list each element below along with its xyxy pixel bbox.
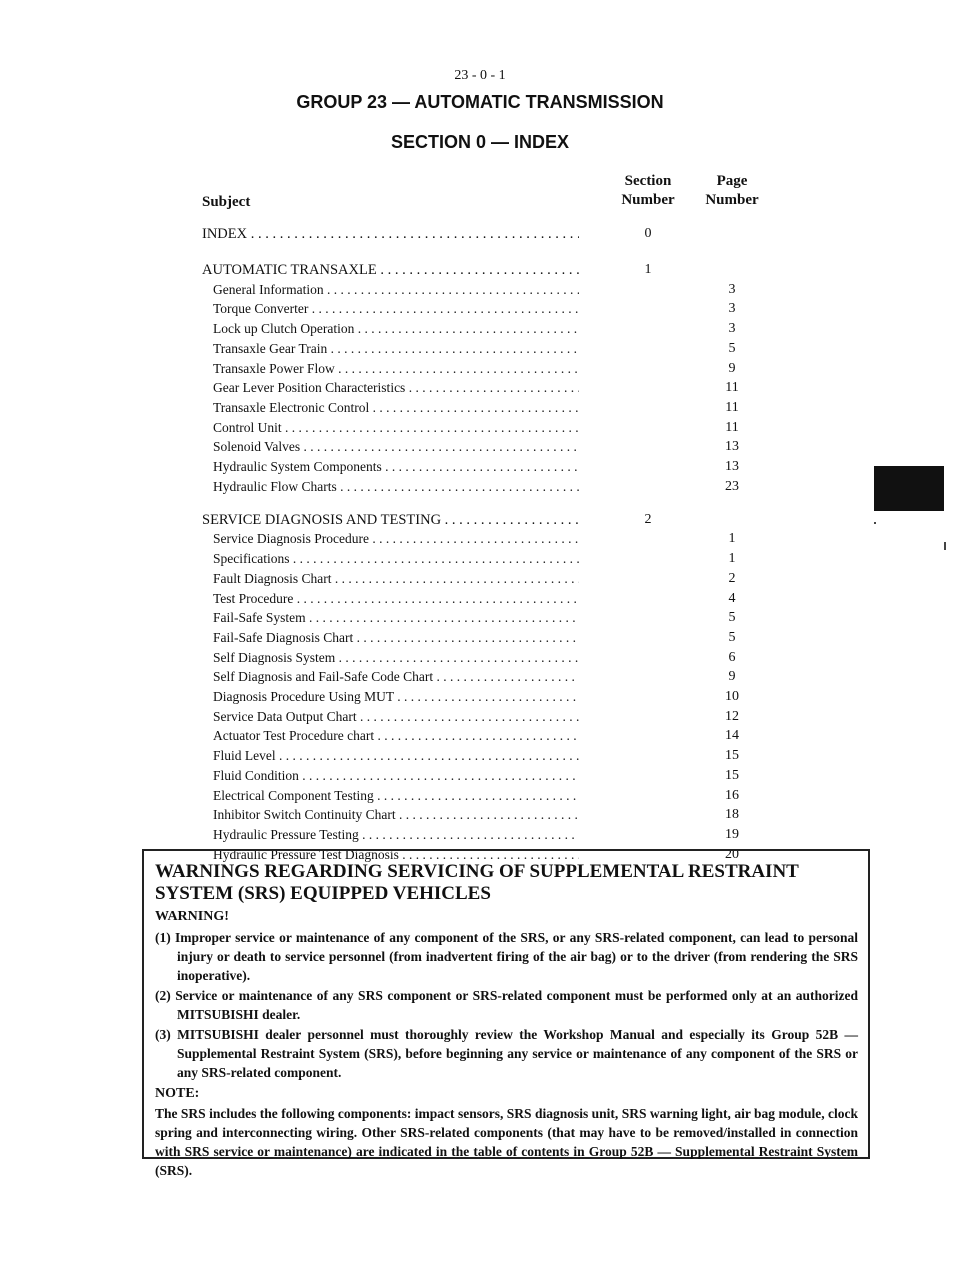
page-number-column-header: Page Number [705, 173, 759, 208]
note-label: NOTE: [155, 1086, 200, 1101]
index-topic-row [0, 400, 960, 420]
index-topic-row [0, 630, 960, 650]
page-number-value: 1 [728, 551, 736, 567]
page-number-value: 5 [728, 340, 736, 356]
index-topic-row [0, 807, 960, 827]
subject-label: Control Unit . . . [213, 420, 579, 436]
subject-label: Solenoid Valves . . . [213, 439, 579, 455]
section-number: 1 [644, 262, 652, 277]
subject-label: INDEX . . . [202, 226, 579, 243]
page-number-value: 13 [725, 439, 739, 455]
page-number-value: 15 [725, 748, 739, 764]
warning-item: (1) Improper service or maintenance of any component of the SRS, or any SRS-related component, can lead to personal injury or death to service personnel (from inadvertent firing of the air bag) or to the driver (from rendering the SRS inoperative). [155, 930, 858, 983]
subject-label: Specifications . . . [213, 551, 579, 567]
index-topic-row [0, 341, 960, 361]
page-number: 23 - 0 - 1 [454, 68, 506, 83]
index-section-row [0, 226, 960, 246]
subject-label: Actuator Test Procedure chart . . . [213, 728, 579, 744]
page-number-value: 12 [725, 708, 739, 724]
subject-label: Transaxle Gear Train . . . [213, 341, 579, 357]
index-section-row [0, 262, 960, 282]
index-topic-row [0, 610, 960, 630]
subject-label: Service Diagnosis Procedure . . . [213, 531, 579, 547]
index-topic-row [0, 459, 960, 479]
subject-label: Self Diagnosis System . . . [213, 650, 579, 666]
subject-label: Gear Lever Position Characteristics . . . [213, 380, 579, 396]
scan-speck [944, 542, 946, 550]
subject-column-header: Subject [202, 194, 251, 210]
subject-label: Transaxle Power Flow . . . [213, 361, 579, 377]
subject-label: Fluid Level . . . [213, 748, 579, 764]
subject-label: Test Procedure . . . [213, 591, 579, 607]
section-number: 0 [644, 226, 652, 241]
group-title: GROUP 23 — AUTOMATIC TRANSMISSION [296, 92, 664, 112]
subject-label: Hydraulic System Components . . . [213, 459, 579, 475]
index-topic-row [0, 380, 960, 400]
subject-label: Hydraulic Pressure Test Diagnosis . . . [213, 847, 579, 863]
index-topic-row [0, 571, 960, 591]
note-text: The SRS includes the following components: impact sensors, SRS diagnosis unit, SRS warning light, air bag module, clock spring and interconnecting wiring. Other SRS-related components (that may have to be removed/installed in connection with SRS service or maintenance) are indicated in the table of contents in Group 52B — Supplemental Restraint System (SRS). [155, 1106, 858, 1178]
page-number-value: 9 [728, 360, 736, 376]
subject-label: SERVICE DIAGNOSIS AND TESTING . . . [202, 512, 579, 529]
subject-label: Torque Converter . . . [213, 301, 579, 317]
page-number-value: 16 [725, 787, 739, 803]
index-topic-row [0, 551, 960, 571]
index-topic-row [0, 748, 960, 768]
subject-label: Lock up Clutch Operation . . . [213, 321, 579, 337]
page-number-value: 2 [728, 570, 736, 586]
subject-label: Fault Diagnosis Chart . . . [213, 571, 579, 587]
section-number: 2 [644, 511, 652, 527]
index-topic-row [0, 709, 960, 729]
page-number-value: 5 [728, 629, 736, 645]
subject-label: Hydraulic Flow Charts . . . [213, 479, 579, 495]
subject-label: Electrical Component Testing . . . [213, 788, 579, 804]
srs-warning-box [142, 846, 870, 1178]
index-topic-row [0, 669, 960, 689]
subject-label: Hydraulic Pressure Testing . . . [213, 827, 579, 843]
index-topic-row [0, 591, 960, 611]
index-topic-row [0, 479, 960, 499]
subject-label: Diagnosis Procedure Using MUT . . . [213, 689, 579, 705]
page-number-value: 19 [725, 826, 739, 842]
section-title: SECTION 0 — INDEX [390, 132, 570, 152]
page-number-value: 6 [728, 649, 736, 665]
index-topic-row [0, 301, 960, 321]
index-topic-row [0, 361, 960, 381]
page-number-value: 10 [725, 689, 739, 704]
index-topic-row [0, 282, 960, 302]
page-number-value: 3 [728, 321, 736, 337]
warning-title: WARNINGS REGARDING SERVICING OF SUPPLEMENTAL RESTRAINT SYSTEM (SRS) EQUIPPED VEHICLES [155, 861, 799, 904]
page-number-value: 5 [728, 610, 736, 626]
scan-speck [874, 522, 876, 524]
section-number-column-header: Section Number [621, 173, 675, 208]
index-topic-row [0, 768, 960, 788]
page-number-value: 18 [725, 807, 739, 823]
page-number-value: 14 [725, 728, 739, 744]
index-topic-row [0, 420, 960, 440]
subject-label: Fail-Safe Diagnosis Chart . . . [213, 630, 579, 646]
index-topic-row [0, 650, 960, 670]
page-number-value: 23 [725, 478, 739, 494]
page-number-value: 9 [728, 669, 736, 685]
page-number-value: 3 [728, 301, 736, 317]
page-number-value: 20 [725, 846, 739, 862]
warning-label: WARNING! [155, 909, 229, 924]
index-topic-row [0, 689, 960, 709]
subject-label: Inhibitor Switch Continuity Chart . . . [213, 807, 579, 823]
section-thumb-tab [874, 466, 944, 511]
page-number-value: 11 [725, 419, 739, 435]
index-topic-row [0, 827, 960, 847]
subject-label: Self Diagnosis and Fail-Safe Code Chart . . . [213, 669, 579, 685]
subject-label: Fail-Safe System . . . [213, 610, 579, 626]
page-number-value: 4 [728, 590, 736, 606]
index-topic-row [0, 728, 960, 748]
index-topic-row [0, 788, 960, 808]
page-number-value: 13 [725, 459, 739, 474]
subject-label: Service Data Output Chart . . . [213, 709, 579, 725]
page-number-value: 11 [725, 399, 739, 415]
index-topic-row [0, 531, 960, 551]
index-topic-row [0, 321, 960, 341]
subject-label: Fluid Condition . . . [213, 768, 579, 784]
warning-item: (2) Service or maintenance of any SRS component or SRS-related component must be performed only at an authorized MITSUBISHI dealer. [155, 988, 858, 1022]
page-number-value: 3 [728, 281, 736, 297]
subject-label: Transaxle Electronic Control . . . [213, 400, 579, 416]
index-section-row [0, 512, 960, 532]
warning-item: (3) MITSUBISHI dealer personnel must thoroughly review the Workshop Manual and especially its Group 52B — Supplemental Restraint System (SRS), before beginning any service or maintenance of any component of the SRS or any SRS-related component. [155, 1027, 858, 1080]
subject-label: AUTOMATIC TRANSAXLE . . . [202, 262, 579, 279]
subject-label: General Information . . . [213, 282, 579, 298]
index-topic-row [0, 439, 960, 459]
page-number-value: 1 [728, 531, 736, 547]
page-number-value: 11 [725, 380, 739, 396]
page-number-value: 15 [725, 767, 739, 783]
